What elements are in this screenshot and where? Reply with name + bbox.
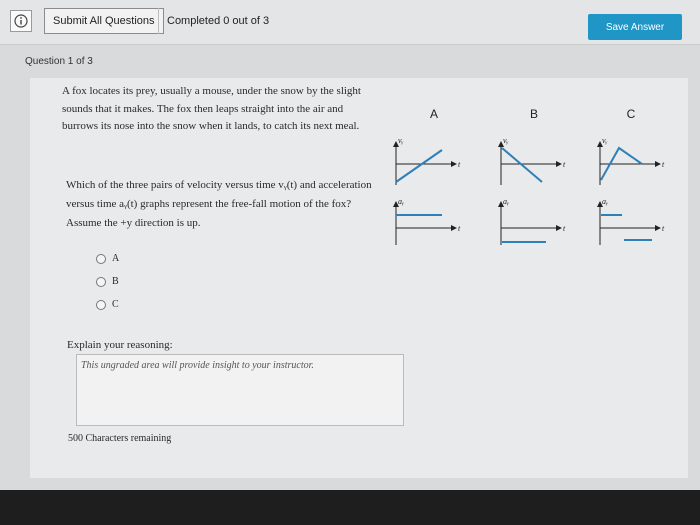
submit-all-questions-button[interactable]: Submit All Questions [44,8,164,34]
top-toolbar [0,0,700,45]
graph-a-vy-label: vᵧ [398,136,404,145]
option-a-radio[interactable] [96,254,106,264]
graph-a-ay-label: aᵧ [398,197,404,206]
option-c-radio[interactable] [96,300,106,310]
graph-label-c: C [626,107,636,121]
option-c-label: C [112,299,119,310]
graph-label-b: B [529,107,539,121]
option-b-radio[interactable] [96,277,106,287]
graph-c-t-label-a: t [662,224,665,233]
graph-c-ay-label: aᵧ [602,197,608,206]
graph-b-velocity-line [502,148,542,182]
graph-b-ay-label: aᵧ [503,197,509,206]
graph-b-t-label-a: t [563,224,566,233]
graph-c-vy-label: vᵧ [602,136,608,145]
graph-b-t-label-v: t [563,160,566,169]
graph-b [501,142,561,245]
question-paragraph-2: Which of the three pairs of velocity versus time vᵧ(t) and acceleration versus time aᵧ(t) graphs represent the free-fall motion of the fox? Assume the +y direction is up. [66,179,372,229]
question-paragraph-1: A fox locates its prey, usually a mouse, under the snow by the slight sounds that it makes. The fox then leaps straight into the air and burrows its nose into the snow when it lands, to catch its next meal. [62,85,361,132]
completion-status: Completed 0 out of 3 [158,8,268,34]
option-b-label: B [112,276,119,287]
explain-reasoning-label: Explain your reasoning: [67,339,173,351]
graph-label-a: A [429,107,439,121]
graph-a-velocity-line [396,150,442,182]
option-a-label: A [112,253,120,264]
graph-b-vy-label: vᵧ [503,136,509,145]
velocity-acceleration-graphs [384,100,684,260]
info-button[interactable] [10,10,32,32]
info-icon [14,14,28,28]
reasoning-input[interactable]: This ungraded area will provide insight to your instructor. [76,354,404,426]
question-number: Question 1 of 3 [25,56,93,67]
option-b[interactable] [96,270,119,293]
option-a[interactable] [96,247,119,270]
characters-remaining: 500 Characters remaining [68,433,172,444]
graph-a-t-label-a: t [458,224,461,233]
graph-c-t-label-v: t [662,160,665,169]
graph-c [600,142,660,245]
answer-options [96,247,119,316]
graph-a-t-label-v: t [458,160,461,169]
graph-a [396,142,456,245]
option-c[interactable] [96,293,119,316]
save-answer-button[interactable]: Save Answer [588,14,682,40]
